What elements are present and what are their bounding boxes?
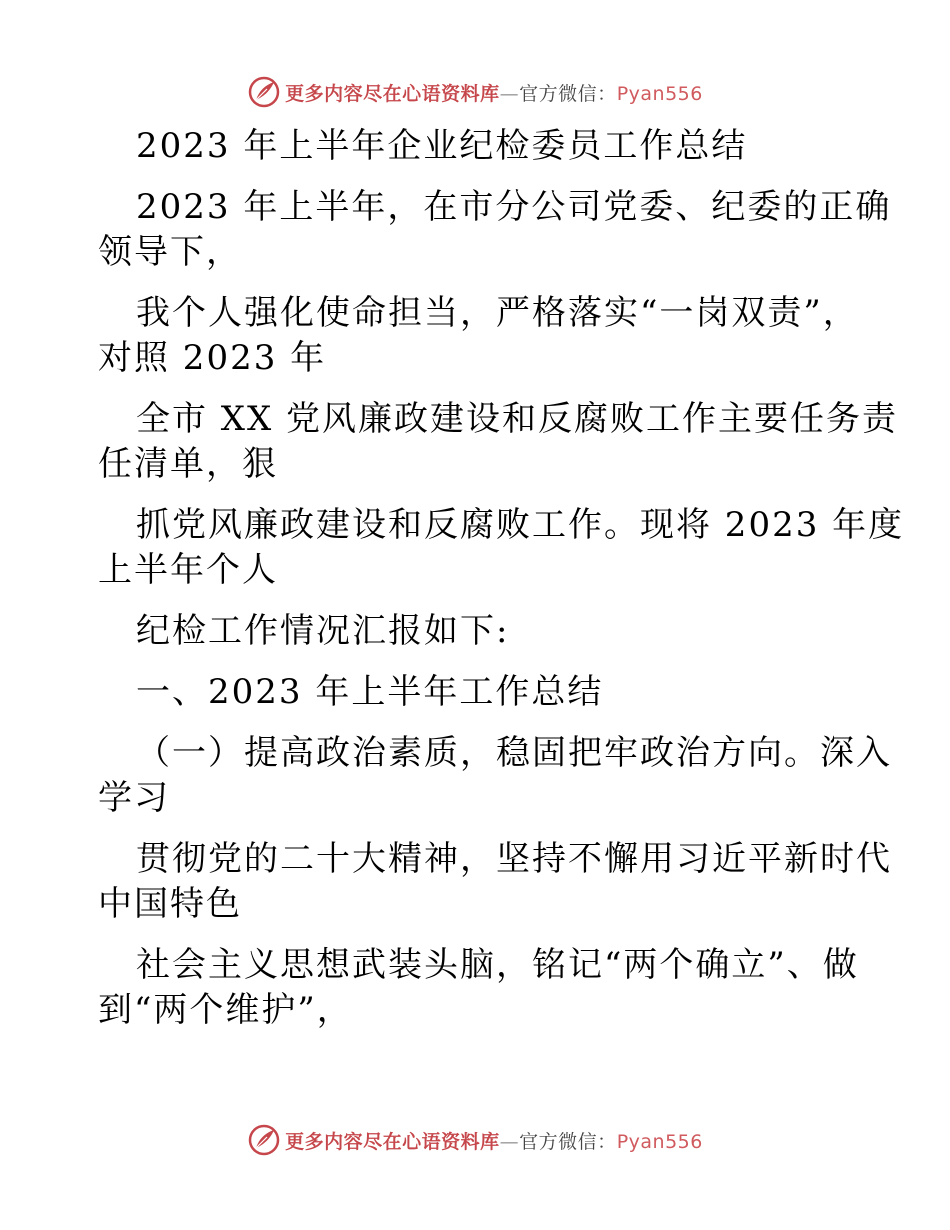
paragraph-line: 纪检工作情况汇报如下: bbox=[136, 611, 510, 651]
section-heading: 一、2023 年上半年工作总结 bbox=[136, 672, 604, 712]
feather-pen-logo-icon bbox=[247, 1123, 281, 1157]
banner-main-text: 更多内容尽在心语资料库 bbox=[285, 1130, 500, 1153]
feather-pen-logo-icon bbox=[247, 75, 281, 109]
paragraph-line: 中国特色 bbox=[98, 884, 242, 924]
paragraph-line: 社会主义思想武装头脑，铭记“两个确立”、做 bbox=[136, 945, 859, 985]
paragraph-line: 领导下， bbox=[98, 232, 242, 272]
paragraph-line: 2023 年上半年，在市分公司党委、纪委的正确 bbox=[136, 187, 892, 227]
banner-wechat-label: 官方微信： bbox=[519, 82, 617, 105]
paragraph-line: 到“两个维护”， bbox=[98, 990, 353, 1030]
paragraph-line: 上半年个人 bbox=[98, 550, 278, 590]
banner-wechat-id: Pyan556 bbox=[616, 1130, 703, 1153]
banner-wechat-label: 官方微信： bbox=[519, 1130, 617, 1153]
banner-dash: — bbox=[499, 82, 520, 105]
document-body bbox=[98, 124, 905, 1033]
paragraph-line: 任清单，狠 bbox=[98, 444, 278, 484]
header-banner bbox=[0, 72, 950, 112]
paragraph-line: 学习 bbox=[98, 778, 170, 818]
footer-banner bbox=[0, 1120, 950, 1160]
document-title: 2023 年上半年企业纪检委员工作总结 bbox=[136, 126, 748, 166]
paragraph-line: 我个人强化使命担当，严格落实“一岗双责”， bbox=[136, 293, 859, 333]
banner-main-text: 更多内容尽在心语资料库 bbox=[285, 82, 500, 105]
paragraph-line: 贯彻党的二十大精神，坚持不懈用习近平新时代 bbox=[136, 839, 892, 879]
paragraph-line: 抓党风廉政建设和反腐败工作。现将 2023 年度 bbox=[136, 505, 905, 545]
banner-wechat-id: Pyan556 bbox=[616, 82, 703, 105]
banner-dash: — bbox=[499, 1130, 520, 1153]
paragraph-line: 全市 XX 党风廉政建设和反腐败工作主要任务责 bbox=[136, 399, 899, 439]
paragraph-line: （一）提高政治素质，稳固把牢政治方向。深入 bbox=[136, 733, 892, 773]
paragraph-line: 对照 2023 年 bbox=[98, 338, 327, 378]
